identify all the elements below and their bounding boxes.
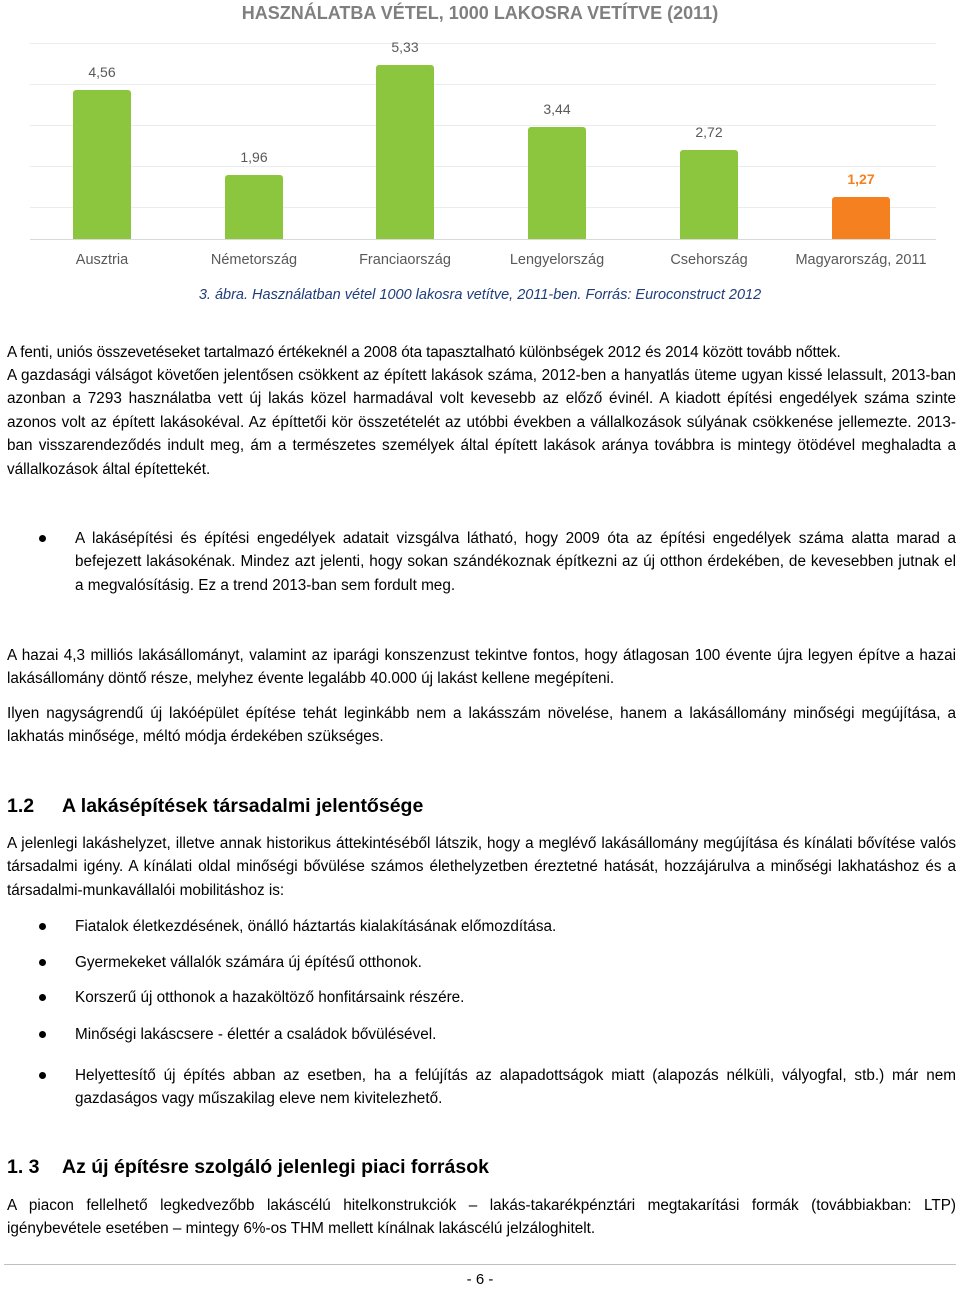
gridline [30,125,936,126]
bullet-icon [39,959,46,966]
data-label: 3,44 [543,100,571,117]
bar [528,127,586,239]
bar [376,65,434,239]
bullet-icon [39,1072,46,1079]
gridline [30,84,936,85]
paragraph-3: Ilyen nagyságrendű új lakóépület építése tehát leginkább nem a lakásszám növelése, hanem a lakásállomány minőségi megújítása, a lakhatás minősége, méltó módja érdekében szükséges. [7,705,956,746]
figure-caption: 3. ábra. Használatban vétel 1000 lakosra vetítve, 2011-ben. Forrás: Euroconstruct 2012 [198,287,762,303]
footer-divider [4,1264,956,1265]
paragraph-1: A gazdasági válságot követően jelentősen csökkent az épített lakások száma, 2012-ben a hanyatlás üteme ugyan kissé lelassult, 2013-ban azonban a 7293 használatba vett új lakás közel harmadával volt kevesebb az előző évinél. A kiadott építési engedélyek száma szinte azonos volt az épített lakásokéval. Az építtetői kör összetételét az utóbbi években a vállalkozások súlyának csökkenése jellemezte. 2013-ban visszarendeződés indult meg, ám a természetes személyek által épített lakások aránya továbbra is mintegy ötödével meghaladta a vállalkozások által építettekét. [7,367,956,478]
section-title: A lakásépítések társadalmi jelentősége [62,795,424,817]
bullet-text: Helyettesítő új építés abban az esetben, ha a felújítás az alapadottságok miatt (alapozás nélküli, vályogfal, stb.) már nem gazdaságos vagy műszakilag eleve nem kivitelezhető. [75,1067,956,1108]
gridline [30,43,936,44]
bar-chart [0,0,960,275]
bullet-item [7,527,956,597]
category-label: Lengyelország [509,252,605,268]
bullet-icon [39,923,46,930]
bullet-item [7,1064,956,1111]
bullet-icon [39,535,46,542]
paragraph-5: A piacon fellelhető legkedvezőbb lakáscélú hitelkonstrukciók – lakás-takarékpénztári megtakarítási formák (továbbiakban: LTP) igénybevétele esetében – mintegy 6%-os THM mellett kínálnak lakáscélú jelzáloghitelt. [7,1197,956,1238]
bullet-item [7,986,956,1009]
bar [73,90,131,239]
category-label: Csehország [670,252,748,268]
bullet-text: Gyermekeket vállalók számára új építésű otthonok. [75,954,422,971]
bullet-item [7,1023,956,1046]
bar [225,175,283,239]
bullet-text: Minőségi lakáscsere - élettér a családok bővülésével. [75,1026,437,1043]
bullet-item [7,951,956,974]
data-label: 2,72 [695,124,723,141]
chart-title: HASZNÁLATBA VÉTEL, 1000 LAKOSRA VETÍTVE (2011) [241,3,719,23]
section-number: 1.2 [7,795,35,817]
data-label: 1,96 [240,148,268,165]
category-label: Ausztria [75,252,129,268]
x-axis [30,239,936,240]
bullet-text: A lakásépítési és építési engedélyek adatait vizsgálva látható, hogy 2009 óta az építési engedélyek száma alatta marad a befejezett lakásokénak. Mindez azt jelenti, hogy sokan szándékoznak építkezni az új otthon érdekében, de kevesebben jutnak el a megvalósításig. Ez a trend 2013-ban sem fordult meg. [75,530,956,594]
bullet-item [7,915,956,938]
paragraph-2: A hazai 4,3 milliós lakásállományt, valamint az iparági konszenzust tekintve fontos, hogy átlagosan 100 évente újra legyen építve a hazai lakásállomány döntő része, melyhez évente legalább 40.000 új lakást kellene megépíteni. [7,647,956,688]
category-label: Magyarország, 2011 [795,252,927,268]
intro-line: A fenti, uniós összevetéseket tartalmazó értékeknél a 2008 óta tapasztalható különbségek 2012 és 2014 között tovább nőttek. [7,344,841,361]
data-label: 5,33 [391,38,419,55]
bullet-text: Fiatalok életkezdésének, önálló háztartás kialakításának előmozdítása. [75,918,557,935]
paragraph-4: A jelenlegi lakáshelyzet, illetve annak historikus áttekintéséből látszik, hogy a meglévő lakásállomány megújítása és kínálati bővítése valós társadalmi igény. A kínálati oldal minőségi bővülése számos élethelyzetben éreztetné hatását, hozzájárulva a minőségi lakhatáshoz és a társadalmi-munkavállalói mobilitáshoz is: [7,835,956,899]
category-label: Franciaország [359,252,451,268]
bar [832,197,890,239]
bar [680,150,738,239]
section-heading-1-2 [7,795,423,818]
section-title: Az új építésre szolgáló jelenlegi piaci források [62,1156,489,1178]
category-label: Németország [210,252,298,268]
data-label: 1,27 [847,171,875,188]
bullet-icon [39,1031,46,1038]
bullet-text: Korszerű új otthonok a hazaköltöző honfitársaink részére. [75,989,465,1006]
page-number: - 6 - [466,1271,494,1288]
bullet-icon [39,994,46,1001]
data-label: 4,56 [88,63,116,80]
section-number: 1. 3 [7,1156,40,1178]
gridline [30,166,936,167]
gridline [30,207,936,208]
section-heading-1-3 [7,1156,489,1179]
